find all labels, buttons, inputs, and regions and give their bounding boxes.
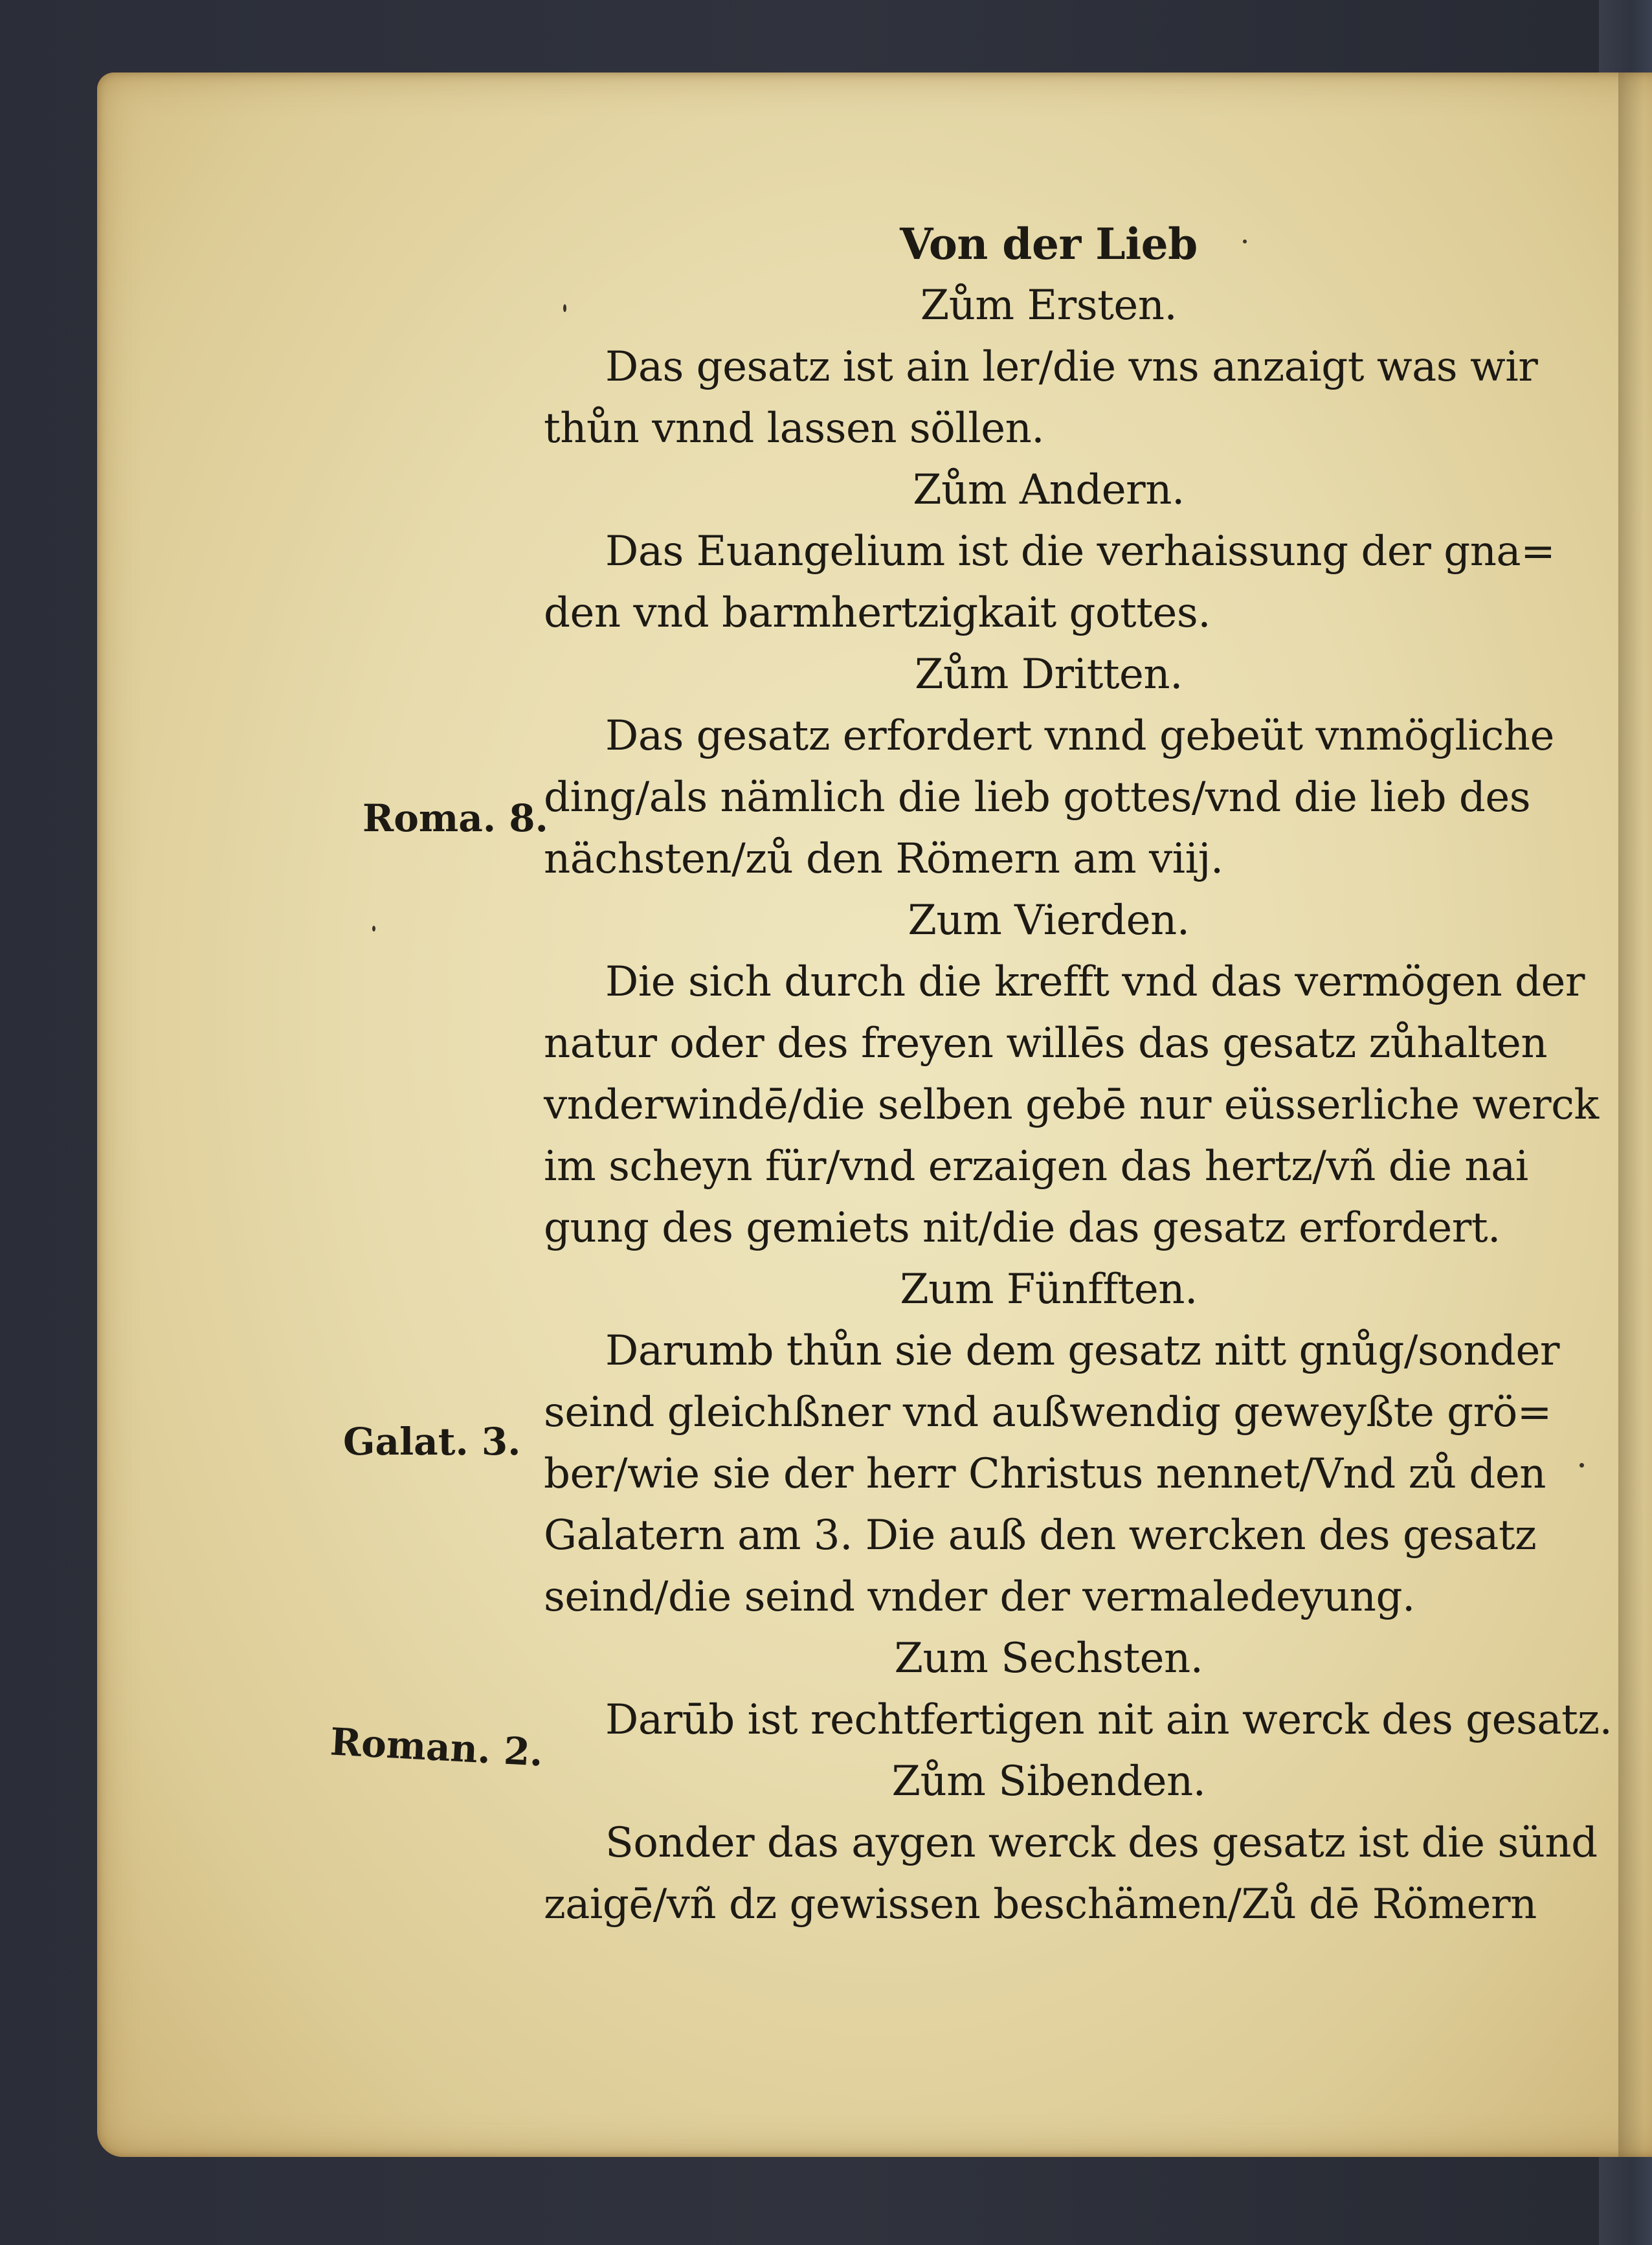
page-title: Von der Lieb — [900, 219, 1198, 269]
text-lines — [544, 275, 1613, 1936]
text-line: vnderwindē/die selben gebē nur eüsserliche werck — [544, 1081, 1599, 1129]
text-line: Das gesatz ist ain ler/die vns anzaigt was wir — [605, 343, 1538, 391]
page-gutter-shadow — [1618, 73, 1644, 2157]
section-heading: Zům Dritten. — [915, 651, 1183, 698]
text-line: Galatern am 3. Die auß den wercken des gesatz — [544, 1512, 1537, 1559]
margin-note-galat: Galat. 3. — [343, 1420, 521, 1464]
text-line: Die sich durch die krefft vnd das vermögen der — [605, 958, 1585, 1006]
text-line: den vnd barmhertzigkait gottes. — [544, 589, 1211, 637]
ink-speck — [1579, 1463, 1584, 1468]
margin-note-roma: Roma. 8. — [363, 796, 548, 840]
text-line: gung des gemiets nit/die das gesatz erfordert. — [544, 1204, 1501, 1252]
text-line: nächsten/zů den Römern am viij. — [544, 835, 1223, 883]
text-line: Darumb thůn sie dem gesatz nitt gnůg/sonder — [605, 1327, 1559, 1375]
text-line: thůn vnnd lassen söllen. — [544, 405, 1045, 452]
text-line: im scheyn für/vnd erzaigen das hertz/vñ die nai — [544, 1143, 1528, 1190]
section-heading: Zum Fünfften. — [900, 1266, 1198, 1313]
section-heading: Zum Vierden. — [908, 897, 1190, 944]
text-line: natur oder des freyen willēs das gesatz zůhalten — [544, 1020, 1548, 1067]
text-line: Das Euangelium ist die verhaissung der gna= — [605, 528, 1556, 575]
text-line: ding/als nämlich die lieb gottes/vnd die lieb des — [544, 774, 1531, 821]
text-line: Darūb ist rechtfertigen nit ain werck des gesatz. — [605, 1696, 1613, 1744]
text-line: Sonder das aygen werck des gesatz ist die sünd — [605, 1819, 1598, 1867]
text-line: zaigē/vñ dz gewissen beschämen/Zů dē Römern — [544, 1881, 1537, 1928]
section-heading: Zum Sechsten. — [894, 1635, 1203, 1682]
margin-note-roman: Roman. 2. — [329, 1719, 544, 1775]
page-text-block — [544, 214, 1613, 1936]
section-heading: Zům Sibenden. — [891, 1758, 1206, 1805]
text-line: Das gesatz erfordert vnnd gebeüt vnmögliche — [605, 712, 1554, 760]
text-line: seind gleichßner vnd außwendig geweyßte grö= — [544, 1389, 1552, 1436]
section-heading: Zům Andern. — [913, 466, 1185, 514]
ink-speck — [372, 926, 375, 932]
section-heading: Zům Ersten. — [920, 282, 1178, 329]
text-line: ber/wie sie der herr Christus nennet/Vnd zů den — [544, 1450, 1546, 1498]
text-line: seind/die seind vnder der vermaledeyung. — [544, 1573, 1415, 1621]
